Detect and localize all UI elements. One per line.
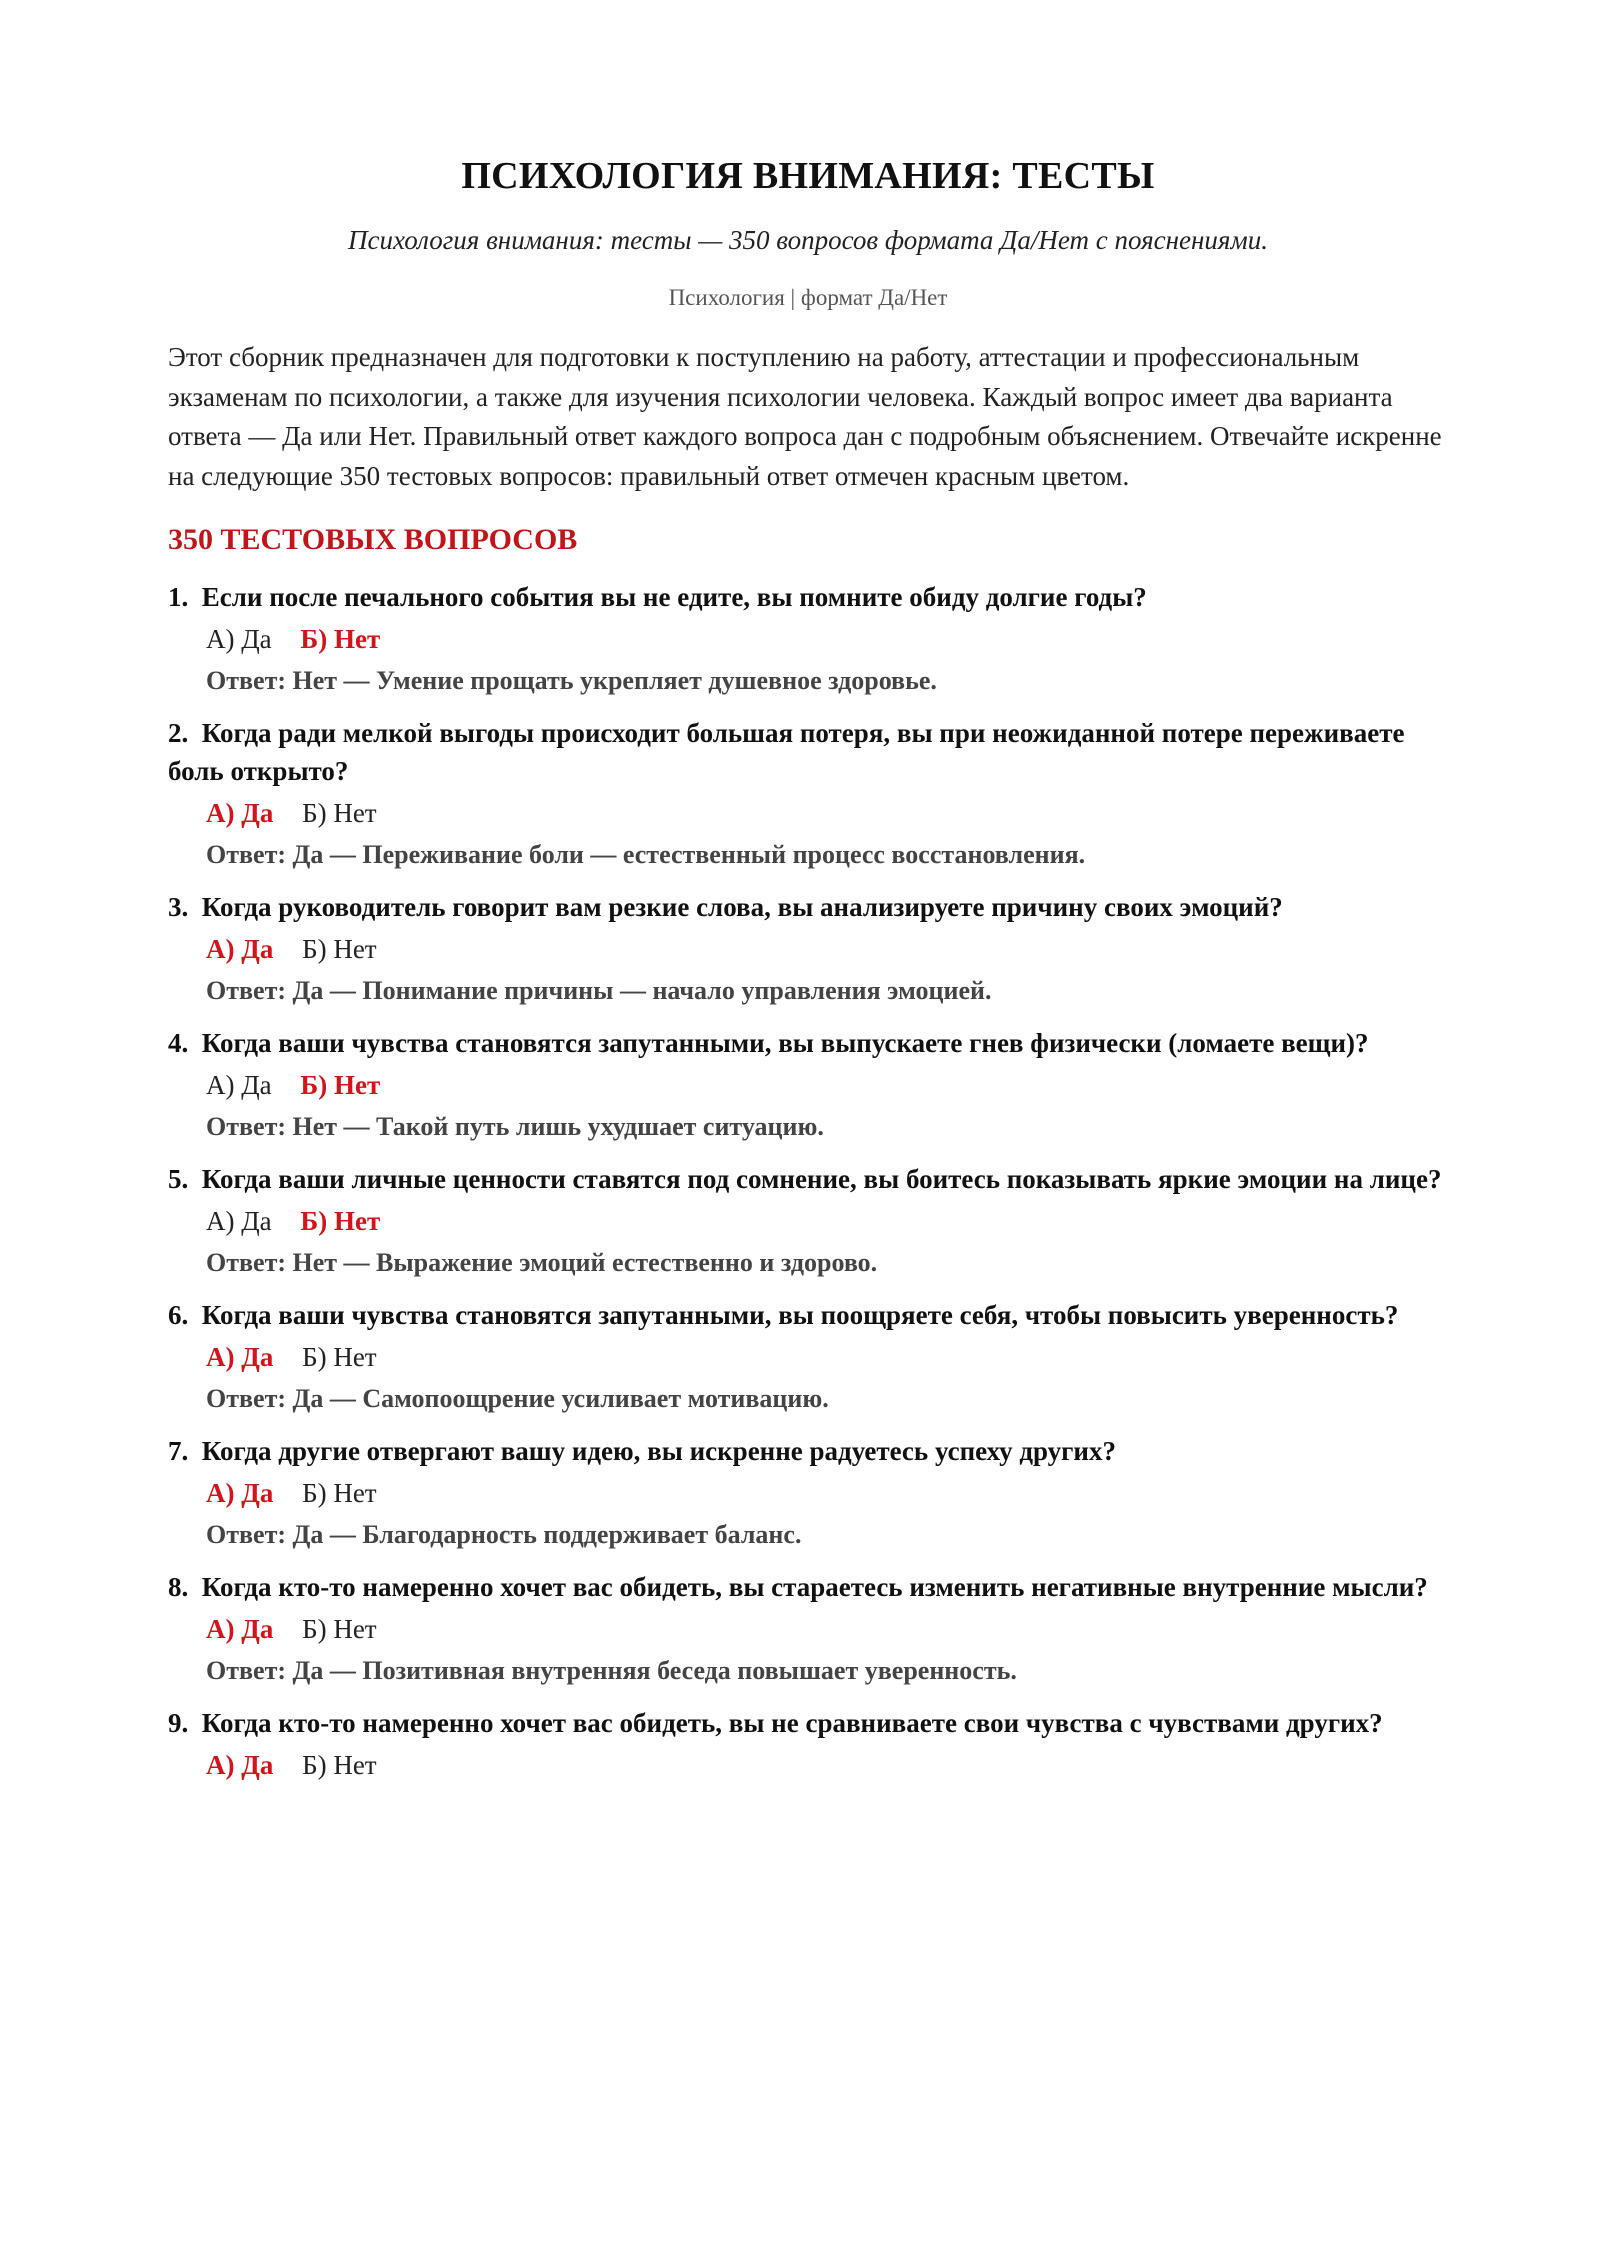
section-heading: 350 ТЕСТОВЫХ ВОПРОСОВ [168,523,578,556]
answer-options [206,1610,1448,1648]
document-page [168,0,1448,1798]
answer-explanation: Ответ: Да — Самопоощрение усиливает мотивацию. [206,1384,829,1413]
answer-explanation: Ответ: Да — Понимание причины — начало управления эмоцией. [206,976,992,1005]
option-b[interactable]: Б) Нет [302,1478,377,1508]
option-a[interactable]: А) Да [206,624,272,654]
question-text [168,578,1448,616]
option-b[interactable]: Б) Нет [300,1206,381,1236]
option-a[interactable]: А) Да [206,1070,272,1100]
intro-paragraph: Этот сборник предназначен для подготовки к поступлению на работу, аттестации и профессиональным экзаменам по психологии, а также для изучения психологии человека. Каждый вопрос имеет два варианта ответа — Да или Нет. Правильный ответ каждого вопроса дан с подробным объяснением. Отвечайте искренне на следующие 350 тестовых вопросов: правильный ответ отмечен красным цветом. [168,342,1442,491]
question-text [168,1296,1448,1334]
answer-explanation: Ответ: Да — Переживание боли — естественный процесс восстановления. [206,840,1086,869]
answer-options [206,1338,1448,1376]
answer-explanation: Ответ: Нет — Такой путь лишь ухудшает ситуацию. [206,1112,824,1141]
document-meta: Психология | формат Да/Нет [668,285,948,310]
question-item [168,1024,1448,1146]
question-text [168,1432,1448,1470]
question-text [168,888,1448,926]
option-b[interactable]: Б) Нет [302,1750,377,1780]
question-item [168,1704,1448,1784]
answer-options [206,620,1448,658]
option-b[interactable]: Б) Нет [300,1070,381,1100]
option-a[interactable]: А) Да [206,1342,274,1372]
option-a[interactable]: А) Да [206,1614,274,1644]
question-number: 8. [168,1572,189,1602]
answer-explanation: Ответ: Нет — Выражение эмоций естественно и здорово. [206,1248,878,1277]
question-number: 9. [168,1708,189,1738]
question-number: 5. [168,1164,189,1194]
question-list [168,578,1448,1784]
question-number: 3. [168,892,189,922]
question-body: Когда ваши чувства становятся запутанными, вы выпускаете гнев физически (ломаете вещи)? [201,1028,1369,1058]
answer-explanation: Ответ: Нет — Умение прощать укрепляет душевное здоровье. [206,666,937,695]
question-item [168,1568,1448,1690]
question-text [168,1160,1448,1198]
option-a[interactable]: А) Да [206,934,274,964]
question-body: Когда ваши чувства становятся запутанными, вы поощряете себя, чтобы повысить уверенность? [201,1300,1399,1330]
question-number: 4. [168,1028,189,1058]
question-body: Когда кто-то намеренно хочет вас обидеть, вы стараетесь изменить негативные внутренние мысли? [201,1572,1428,1602]
question-body: Когда руководитель говорит вам резкие слова, вы анализируете причину своих эмоций? [201,892,1283,922]
question-text [168,1704,1448,1742]
question-item [168,1160,1448,1282]
question-item [168,1432,1448,1554]
option-a[interactable]: А) Да [206,1750,274,1780]
option-b[interactable]: Б) Нет [302,934,377,964]
option-b[interactable]: Б) Нет [302,1342,377,1372]
document-subtitle: Психология внимания: тесты — 350 вопросов формата Да/Нет с пояснениями. [348,225,1268,255]
answer-options [206,1066,1448,1104]
option-b[interactable]: Б) Нет [302,798,377,828]
answer-options [206,930,1448,968]
question-text [168,1568,1448,1606]
question-number: 6. [168,1300,189,1330]
option-a[interactable]: А) Да [206,1206,272,1236]
answer-options [206,1474,1448,1512]
document-title: ПСИХОЛОГИЯ ВНИМАНИЯ: ТЕСТЫ [461,155,1155,197]
question-number: 2. [168,718,189,748]
question-body: Когда другие отвергают вашу идею, вы искренне радуетесь успеху других? [201,1436,1116,1466]
answer-options [206,794,1448,832]
question-text [168,1024,1448,1062]
answer-explanation: Ответ: Да — Благодарность поддерживает баланс. [206,1520,802,1549]
question-item [168,578,1448,700]
question-text [168,714,1448,790]
question-item [168,1296,1448,1418]
question-item [168,888,1448,1010]
question-item [168,714,1448,874]
question-body: Когда кто-то намеренно хочет вас обидеть, вы не сравниваете свои чувства с чувствами других? [201,1708,1383,1738]
question-body: Когда ради мелкой выгоды происходит большая потеря, вы при неожиданной потере переживаете боль открыто? [168,718,1405,786]
option-a[interactable]: А) Да [206,798,274,828]
option-a[interactable]: А) Да [206,1478,274,1508]
answer-options [206,1746,1448,1784]
answer-explanation: Ответ: Да — Позитивная внутренняя беседа повышает уверенность. [206,1656,1017,1685]
question-number: 7. [168,1436,189,1466]
question-number: 1. [168,582,189,612]
option-b[interactable]: Б) Нет [302,1614,377,1644]
question-body: Если после печального события вы не едите, вы помните обиду долгие годы? [201,582,1147,612]
option-b[interactable]: Б) Нет [300,624,381,654]
question-body: Когда ваши личные ценности ставятся под сомнение, вы боитесь показывать яркие эмоции на лице? [201,1164,1442,1194]
answer-options [206,1202,1448,1240]
